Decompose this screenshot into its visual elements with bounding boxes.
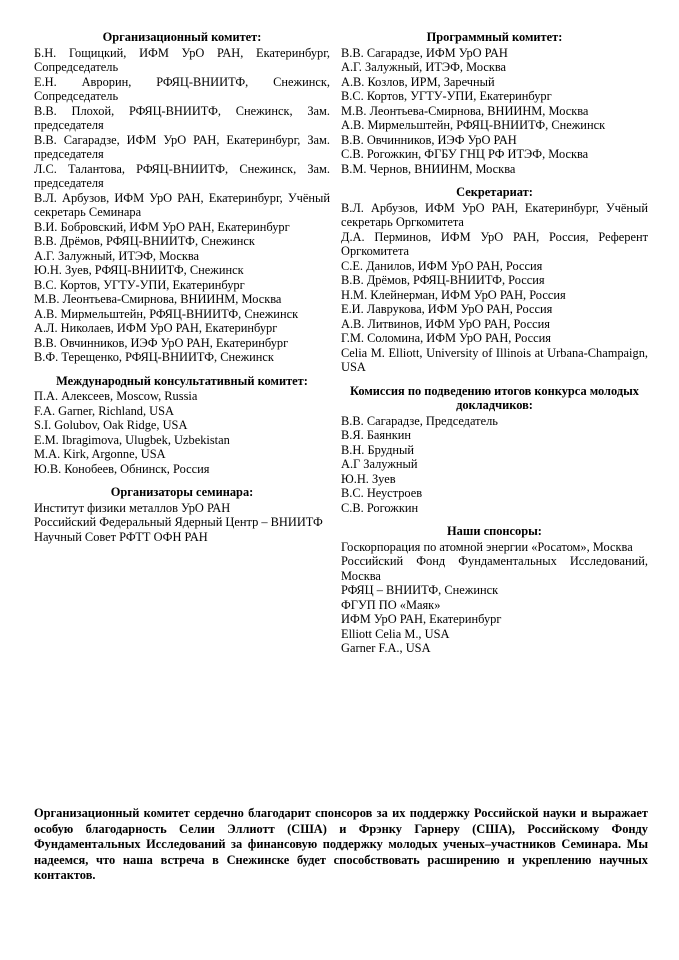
sponsor-item: Российский Фонд Фундаментальных Исследований, Москва (341, 554, 648, 583)
committee-member: П.А. Алексеев, Moscow, Russia (34, 389, 198, 403)
committee-member: В.М. Чернов, ВНИИНМ, Москва (341, 161, 516, 176)
section-heading: Организационный комитет: (102, 30, 262, 44)
committee-member: S.I. Golubov, Oak Ridge, USA (34, 418, 188, 432)
secretariat-member: В.Л. Арбузов, ИФМ УрО РАН, Екатеринбург, Учёный секретарь Оргкомитета (341, 200, 648, 229)
committee-member: Е.Н. Аврорин, РФЯЦ-ВНИИТФ, Снежинск, Сопредседатель (34, 74, 330, 103)
sponsor-item: Госкорпорация по атомной энергии «Росатом», Москва (341, 539, 633, 554)
secretariat (341, 185, 648, 375)
committee-member: А.В. Мирмельштейн, РФЯЦ-ВНИИТФ, Снежинск (341, 118, 606, 132)
section-heading: Международный консультативный комитет: (56, 373, 308, 388)
section-heading: Комиссия по подведению итогов конкурса молодых докладчиков: (350, 383, 639, 412)
committee-member: В.В. Дрёмов, РФЯЦ-ВНИИТФ, Снежинск (34, 234, 255, 248)
sponsors (341, 524, 648, 656)
committee-member: E.M. Ibragimova, Ulugbek, Uzbekistan (34, 432, 230, 447)
organizer-item: Институт физики металлов УрО РАН (34, 500, 231, 515)
committee-member: А.Г. Залужный, ИТЭФ, Москва (341, 60, 507, 74)
section-heading: Программный комитет: (426, 30, 563, 44)
committee-member: В.В. Овчинников, ИЭФ УрО РАН, Екатеринбург (34, 335, 289, 350)
committee-member: С.В. Рогожкин, ФГБУ ГНЦ РФ ИТЭФ, Москва (341, 147, 589, 161)
committee-member: В.И. Бобровский, ИФМ УрО РАН, Екатеринбург (34, 219, 290, 234)
committee-member: В.С. Кортов, УГТУ-УПИ, Екатеринбург (34, 277, 245, 292)
secretariat-member: С.Е. Данилов, ИФМ УрО РАН, Россия (341, 258, 543, 273)
sponsor-item: Elliott Celia M., USA (341, 626, 450, 641)
young-speakers-jury (341, 384, 648, 516)
jury-member: В.Я. Баянкин (341, 428, 412, 442)
jury-member: А.Г Залужный (341, 457, 418, 471)
secretariat-member: Н.М. Клейнерман, ИФМ УрО РАН, Россия (341, 287, 566, 302)
sponsor-item: РФЯЦ – ВНИИТФ, Снежинск (341, 583, 499, 597)
committee-member: Л.С. Талантова, РФЯЦ-ВНИИТФ, Снежинск, Зам. председателя (34, 161, 330, 190)
committee-member: В.В. Овчинников, ИЭФ УрО РАН (341, 132, 517, 147)
committee-member: А.Г. Залужный, ИТЭФ, Москва (34, 248, 200, 263)
secretariat-member: Д.А. Перминов, ИФМ УрО РАН, Россия, Референт Оргкомитета (341, 229, 648, 258)
secretariat-member: Е.И. Лаврукова, ИФМ УрО РАН, Россия (341, 302, 553, 316)
committee-member: А.Л. Николаев, ИФМ УрО РАН, Екатеринбург (34, 321, 278, 335)
committee-member: В.Л. Арбузов, ИФМ УрО РАН, Екатеринбург, Учёный секретарь Семинара (34, 190, 330, 219)
international-advisory-committee (34, 374, 330, 477)
committee-member: F.A. Garner, Richland, USA (34, 403, 174, 418)
committee-member: В.В. Плохой, РФЯЦ-ВНИИТФ, Снежинск, Зам. председателя (34, 103, 330, 132)
committee-member: M.A. Kirk, Argonne, USA (34, 447, 166, 461)
sponsor-item: ФГУП ПО «Маяк» (341, 597, 441, 612)
section-heading: Секретариат: (456, 185, 533, 199)
committee-member: А.В. Козлов, ИРМ, Заречный (341, 74, 495, 89)
committee-member: М.В. Леонтьева-Смирнова, ВНИИНМ, Москва (341, 103, 589, 118)
sponsor-item: Garner F.A., USA (341, 641, 431, 655)
secretariat-member: Celia M. Elliott, University of Illinois at Urbana-Champaign, USA (341, 345, 648, 374)
section-heading: Наши спонсоры: (447, 524, 542, 538)
committee-member: Б.Н. Гощицкий, ИФМ УрО РАН, Екатеринбург, Сопредседатель (34, 45, 330, 74)
sponsor-item: ИФМ УрО РАН, Екатеринбург (341, 612, 502, 626)
right-column (341, 30, 648, 665)
committee-member: М.В. Леонтьева-Смирнова, ВНИИНМ, Москва (34, 292, 282, 306)
committee-member: В.Ф. Терещенко, РФЯЦ-ВНИИТФ, Снежинск (34, 350, 274, 364)
committee-member: В.В. Сагарадзе, ИФМ УрО РАН (341, 45, 508, 60)
acknowledgement-paragraph: Организационный комитет сердечно благодарит спонсоров за их поддержку Российской науки и выражает особую благодарность Селии Эллиотт (США) и Фрэнку Гарнеру (США), Российскому Фонду Фундаментальных Исследований за финансовую поддержку молодых ученых–участников Семинара. Мы надеемся, что наша встреча в Снежинске будет способствовать расширению и укреплению научных контактов. (34, 806, 648, 882)
secretariat-member: Г.М. Соломина, ИФМ УрО РАН, Россия (341, 331, 551, 345)
organizer-item: Российский Федеральный Ядерный Центр – ВНИИТФ (34, 515, 323, 529)
seminar-organizers (34, 485, 330, 544)
secretariat-member: В.В. Дрёмов, РФЯЦ-ВНИИТФ, Россия (341, 273, 545, 287)
committee-member: Ю.В. Конобеев, Обнинск, Россия (34, 461, 210, 476)
secretariat-member: А.В. Литвинов, ИФМ УрО РАН, Россия (341, 316, 550, 331)
left-column (34, 30, 330, 553)
program-committee (341, 30, 648, 176)
jury-member: В.Н. Брудный (341, 442, 414, 457)
section-heading: Организаторы семинара: (110, 485, 254, 499)
jury-member: Ю.Н. Зуев (341, 471, 396, 486)
committee-member: Ю.Н. Зуев, РФЯЦ-ВНИИТФ, Снежинск (34, 263, 244, 277)
organizing-committee (34, 30, 330, 365)
organizer-item: Научный Совет РФТТ ОФН РАН (34, 529, 208, 544)
committee-member: В.С. Кортов, УГТУ-УПИ, Екатеринбург (341, 89, 552, 103)
committee-member: В.В. Сагарадзе, ИФМ УрО РАН, Екатеринбург, Зам. председателя (34, 132, 330, 161)
committee-member: А.В. Мирмельштейн, РФЯЦ-ВНИИТФ, Снежинск (34, 306, 299, 321)
jury-member: В.В. Сагарадзе, Председатель (341, 413, 498, 428)
jury-member: В.С. Неустроев (341, 486, 423, 500)
jury-member: С.В. Рогожкин (341, 500, 419, 515)
